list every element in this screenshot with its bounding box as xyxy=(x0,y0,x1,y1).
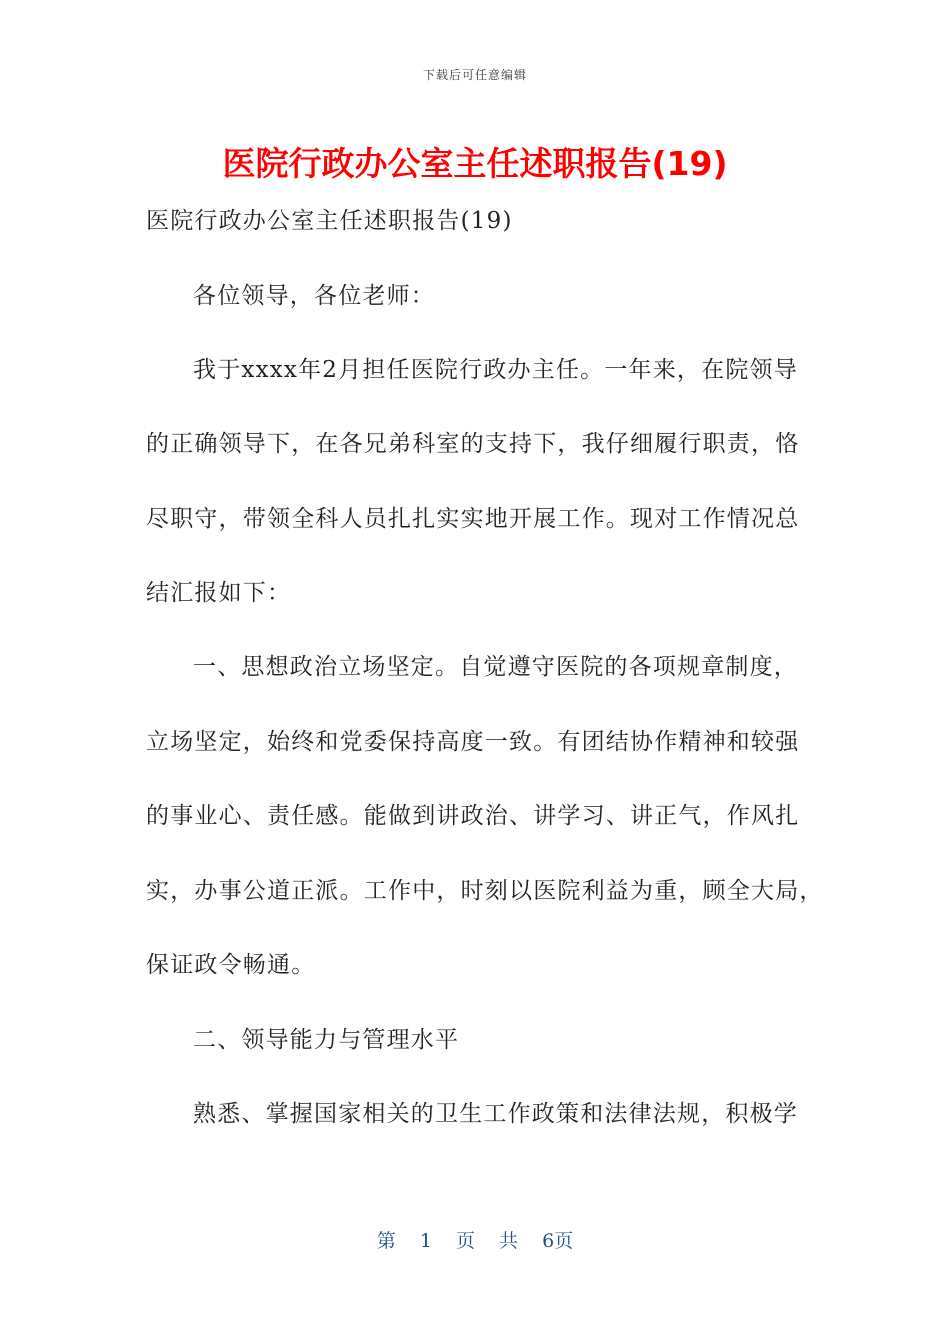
document-title: 医院行政办公室主任述职报告(19) xyxy=(222,144,728,183)
paragraph-line: 的事业心、责任感。能做到讲政治、讲学习、讲正气，作风扎 xyxy=(146,803,800,829)
subtitle-line: 医院行政办公室主任述职报告(19) xyxy=(146,208,513,234)
section-heading: 二、领导能力与管理水平 xyxy=(193,1027,460,1053)
paragraph-line: 尽职守，带领全科人员扎扎实实地开展工作。现对工作情况总 xyxy=(146,506,800,532)
paragraph-line: 立场坚定，始终和党委保持高度一致。有团结协作精神和较强 xyxy=(146,729,800,755)
footer-page-number: 1 xyxy=(419,1230,432,1252)
header-note: 下载后可任意编辑 xyxy=(422,68,527,82)
footer-prefix: 第 xyxy=(376,1230,396,1252)
footer-total-label: 共 xyxy=(499,1230,519,1252)
page-footer xyxy=(0,1226,950,1253)
paragraph-line: 一、思想政治立场坚定。自觉遵守医院的各项规章制度， xyxy=(193,654,798,680)
paragraph-line: 熟悉、掌握国家相关的卫生工作政策和法律法规，积极学 xyxy=(193,1101,798,1127)
paragraph-line: 结汇报如下： xyxy=(146,580,292,606)
footer-total-pages: 6页 xyxy=(542,1230,574,1252)
paragraph-line: 我于xxxx年2月担任医院行政办主任。一年来，在院领导 xyxy=(193,357,798,383)
salutation-line: 各位领导，各位老师： xyxy=(193,283,435,309)
footer-page-unit: 页 xyxy=(455,1230,475,1252)
paragraph-line: 保证政令畅通。 xyxy=(146,952,316,978)
paragraph-line: 的正确领导下，在各兄弟科室的支持下，我仔细履行职责，恪 xyxy=(146,431,800,457)
paragraph-line: 实，办事公道正派。工作中，时刻以医院利益为重，顾全大局， xyxy=(146,878,824,904)
